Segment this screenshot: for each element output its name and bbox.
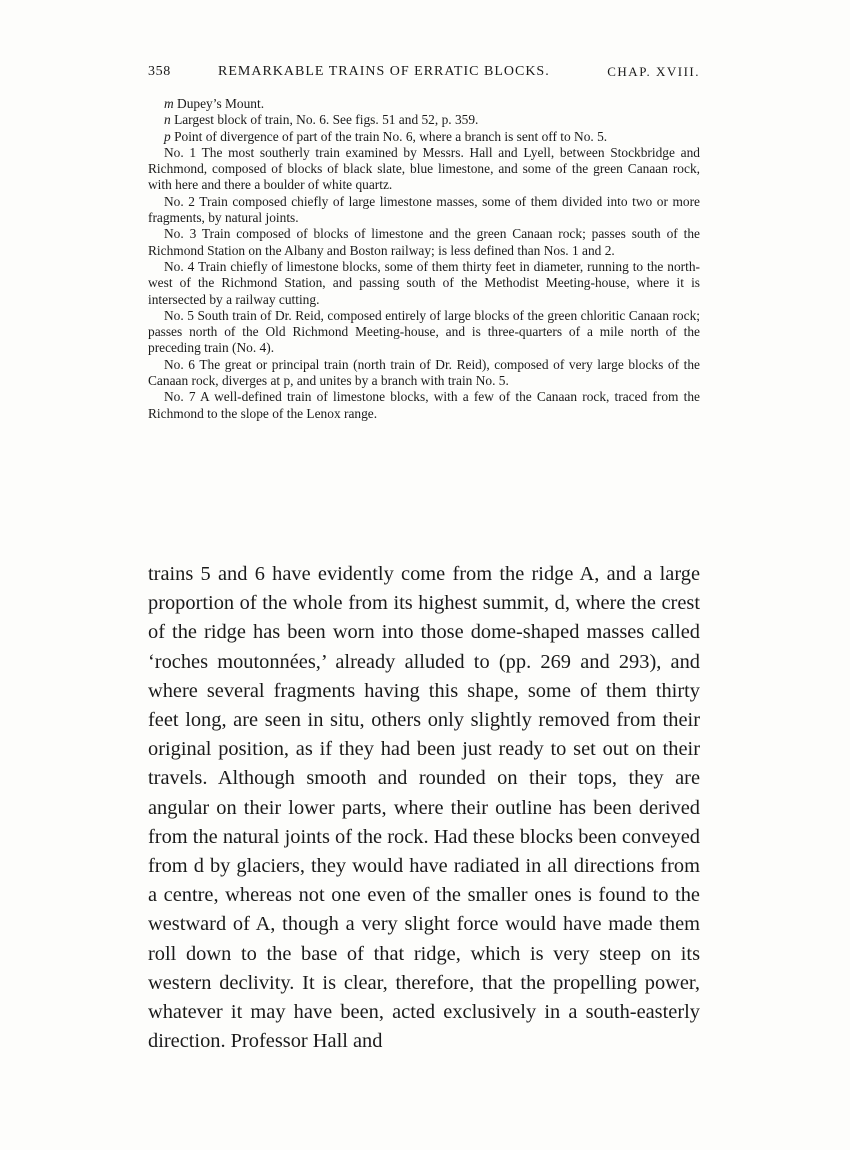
chapter-label: CHAP. XVIII. [607, 64, 700, 79]
page-number: 358 [148, 64, 171, 79]
body-paragraph: trains 5 and 6 have evidently come from the ridge A, and a large proportion of the whole from its highest summit, d, where the crest of the ridge has been worn into those dome-shaped masses called ‘roches moutonnées,’ already alluded to (pp. 269 and 293), and where several fragments having this shape, some of them thirty feet long, are seen in situ, others only slightly removed from their original position, as if they had been just ready to set out on their travels. Although smooth and rounded on their tops, they are angular on their lower parts, where their outline has been derived from the natural joints of the rock. Had these blocks been conveyed from d by glaciers, they would have radiated in all directions from a centre, whereas not one even of the smaller ones is found to the westward of A, though a very slight force would have made them roll down to the base of that ridge, which is very steep on its western declivity. It is clear, therefore, that the propelling power, whatever it may have been, acted exclusively in a south-easterly direction. Professor Hall and [148, 563, 700, 1053]
note-train-7: No. 7 A well-defined train of limestone blocks, with a few of the Canaan rock, traced from the Richmond to the slope of the Lenox range. [148, 389, 700, 421]
running-head [148, 64, 700, 88]
note-n [148, 112, 700, 128]
note-train-6: No. 6 The great or principal train (north train of Dr. Reid), composed of very large blocks of the Canaan rock, diverges at p, and unites by a branch with train No. 5. [148, 356, 700, 389]
body-text [148, 560, 700, 1056]
note-m [148, 96, 700, 112]
note-text: Point of divergence of part of the train No. 6, where a branch is sent off to No. 5. [174, 128, 608, 144]
note-train-2: No. 2 Train composed chiefly of large limestone masses, some of them divided into two or more fragments, by natural joints. [148, 193, 700, 226]
note-key: n [164, 112, 171, 128]
note-p [148, 129, 700, 145]
note-text: Largest block of train, No. 6. See figs. 51 and 52, p. 359. [174, 112, 479, 128]
note-train-5: No. 5 South train of Dr. Reid, composed entirely of large blocks of the green chloritic Canaan rock; passes north of the Old Richmond Meeting-house, and is three-quarters of a mile north of the preceding train (No. 4). [148, 307, 700, 356]
note-train-3: No. 3 Train composed of blocks of limestone and the green Canaan rock; passes south of the Richmond Station on the Albany and Boston railway; is less defined than Nos. 1 and 2. [148, 226, 700, 258]
running-title: REMARKABLE TRAINS OF ERRATIC BLOCKS. [218, 64, 550, 79]
note-train-1: No. 1 The most southerly train examined by Messrs. Hall and Lyell, between Stockbridge and Richmond, composed of blocks of black slate, blue limestone, and some of the green Canaan rock, with here and there a boulder of white quartz. [148, 144, 700, 193]
note-train-4: No. 4 Train chiefly of limestone blocks, some of them thirty feet in diameter, running to the north-west of the Richmond Station, and passing south of the Methodist Meeting-house, where it is intersected by a railway cutting. [148, 258, 700, 307]
note-key: p [164, 128, 171, 144]
note-key: m [164, 96, 174, 111]
note-text: Dupey’s Mount. [177, 96, 265, 111]
figure-key-notes [148, 96, 700, 422]
